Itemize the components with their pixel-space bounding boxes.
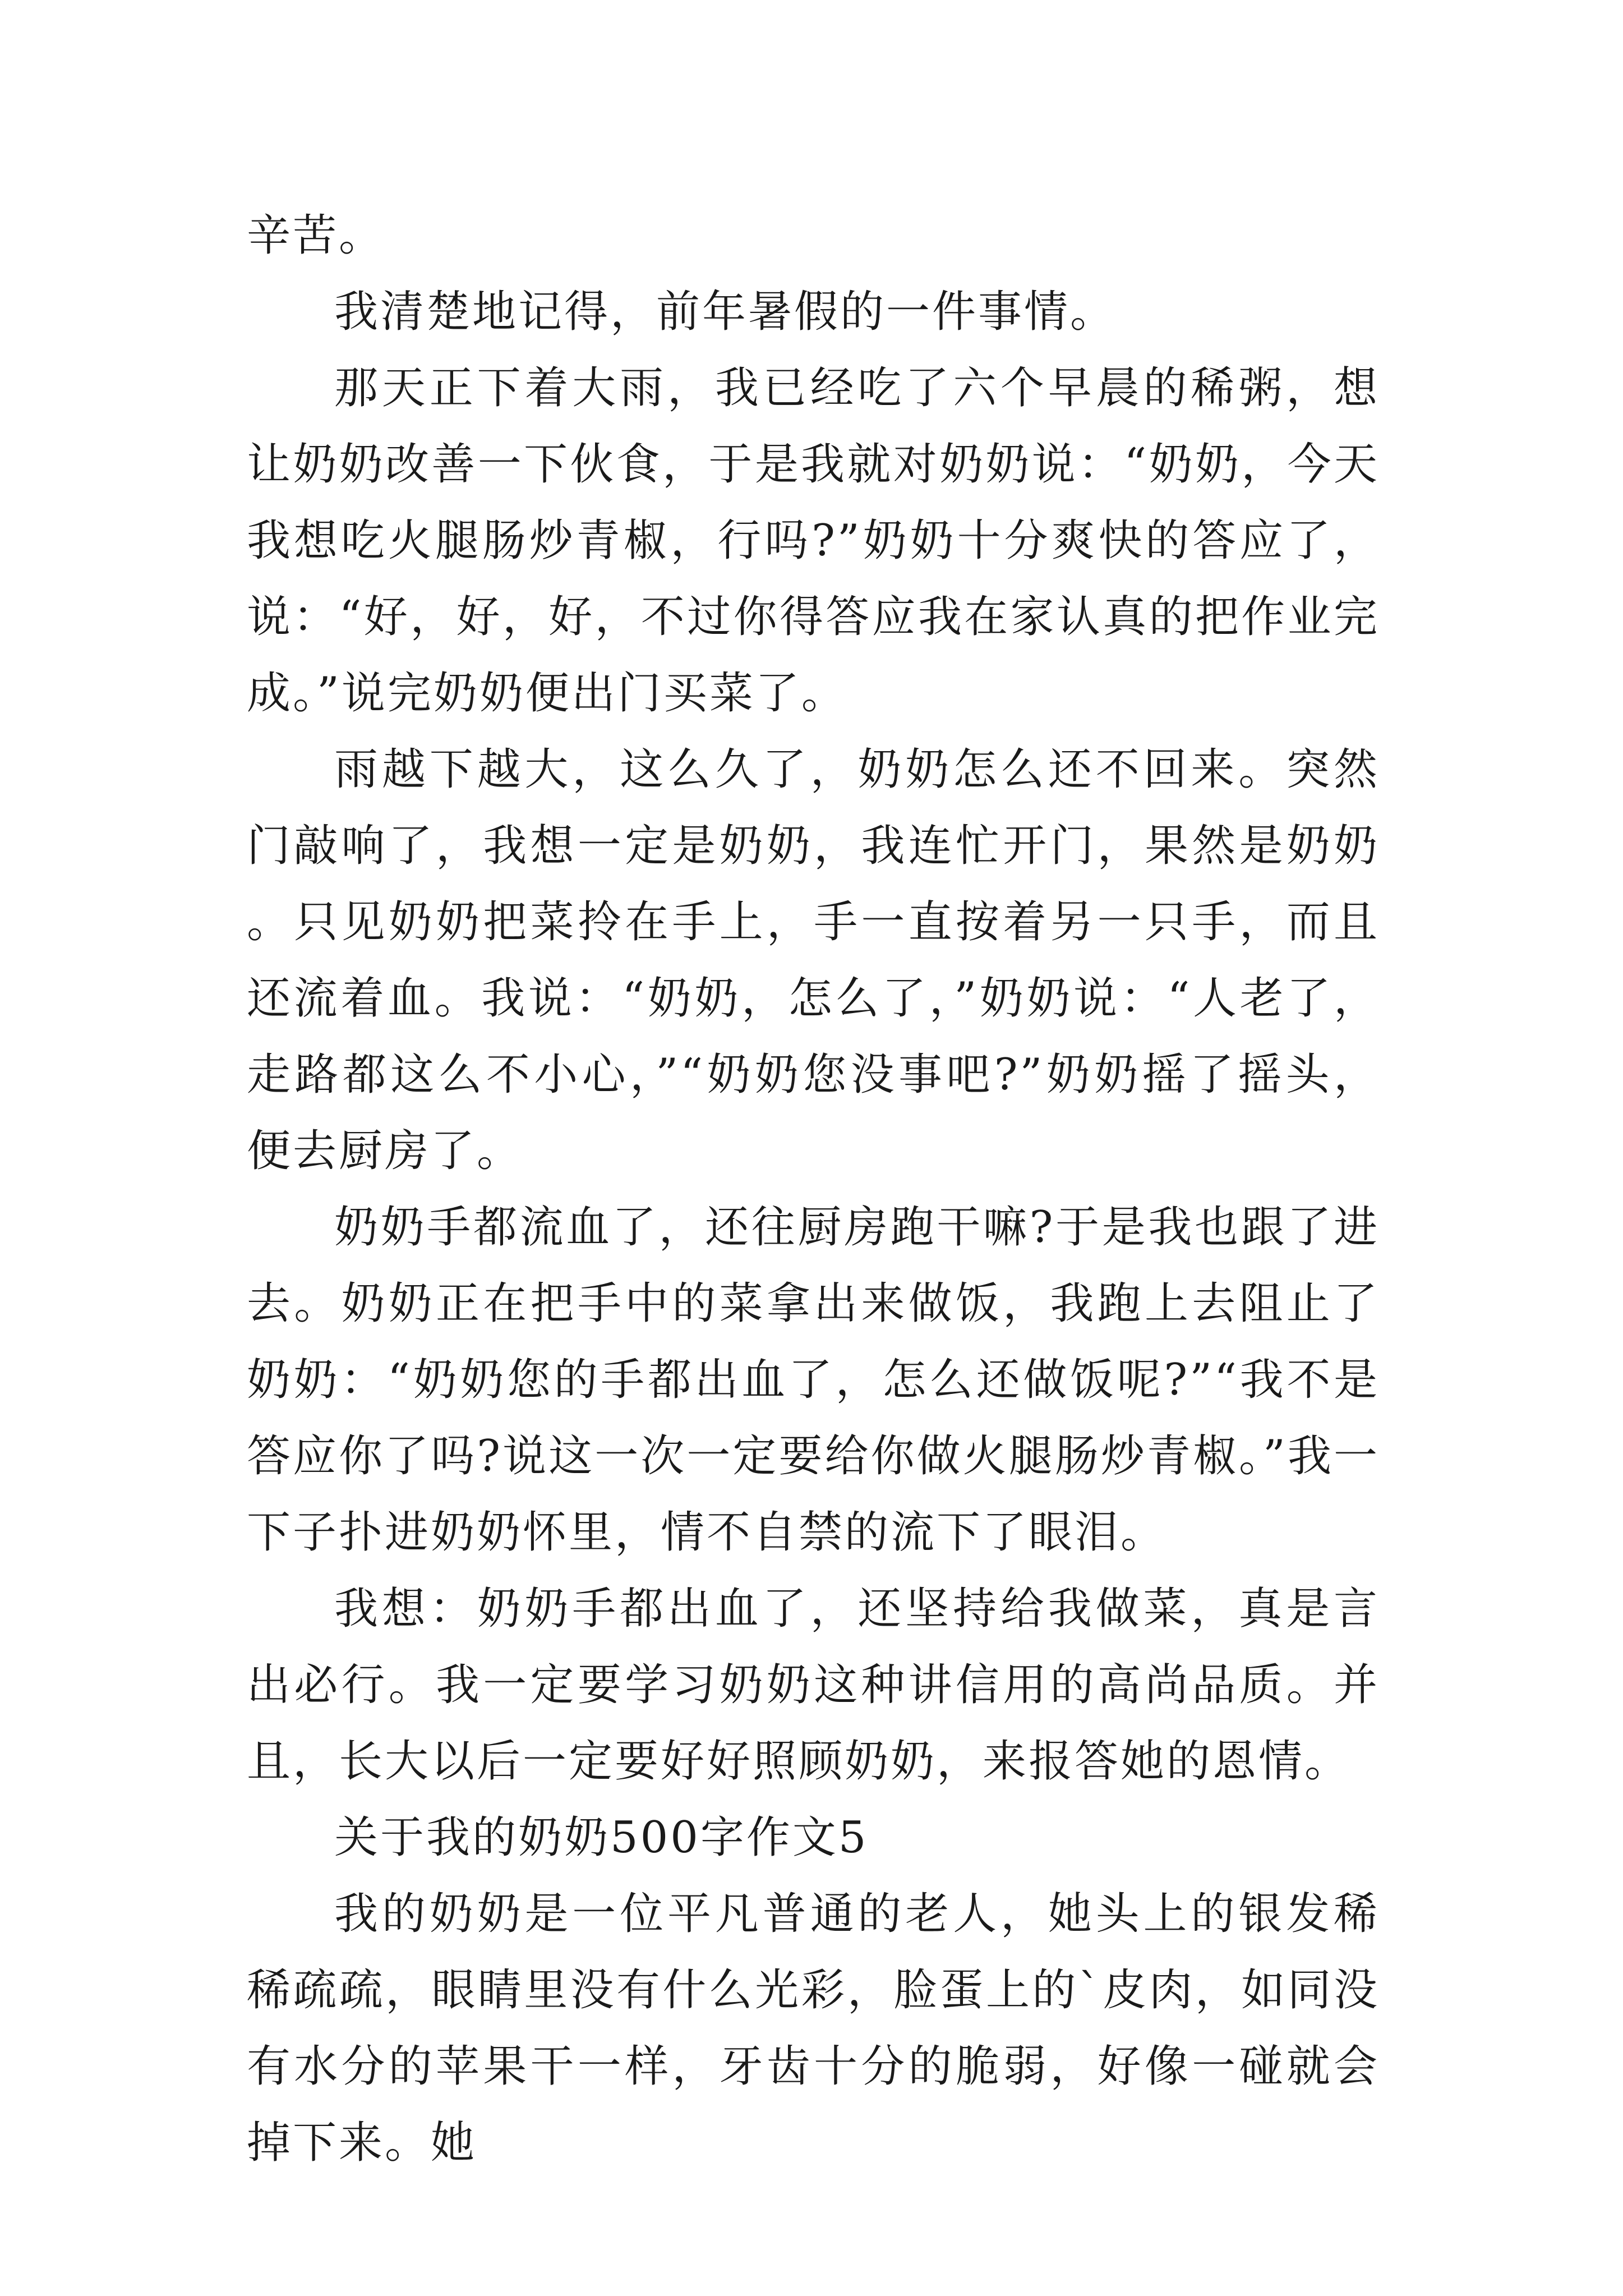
paragraph-4: 雨越下越大，这么久了，奶奶怎么还不回来。突然门敲响了，我想一定是奶奶，我连忙开门，果然是奶奶。只见奶奶把菜拎在手上，手一直按着另一只手，而且还流着血。我说：“奶奶，怎么了，”奶奶说：“人老了，走路都这么不小心，”“奶奶您没事吧?”奶奶摇了摇头，便去厨房了。 <box>247 744 1380 1176</box>
paragraph-6: 我想：奶奶手都出血了，还坚持给我做菜，真是言出必行。我一定要学习奶奶这种讲信用的高尚品质。并且，长大以后一定要好好照顾奶奶，来报答她的恩情。 <box>247 1584 1380 1787</box>
paragraph-7: 我的奶奶是一位平凡普通的老人，她头上的银发稀稀疏疏，眼睛里没有什么光彩，脸蛋上的`皮肉，如同没有水分的苹果干一样，牙齿十分的脆弱，好像一碰就会掉下来。她 <box>247 1889 1380 2168</box>
paragraph-5: 奶奶手都流血了，还往厨房跑干嘛?于是我也跟了进去。奶奶正在把手中的菜拿出来做饭，我跑上去阻止了奶奶：“奶奶您的手都出血了，怎么还做饭呢?”“我不是答应你了吗?说这一次一定要给你做火腿肠炒青椒。”我一下子扑进奶奶怀里，情不自禁的流下了眼泪。 <box>247 1202 1380 1558</box>
paragraph-2: 我清楚地记得，前年暑假的一件事情。 <box>334 287 1117 337</box>
paragraph-1: 辛苦。 <box>247 210 385 261</box>
paragraph-3: 那天正下着大雨，我已经吃了六个早晨的稀粥，想让奶奶改善一下伙食，于是我就对奶奶说：“奶奶，今天我想吃火腿肠炒青椒，行吗?”奶奶十分爽快的答应了，说：“好，好，好，不过你得答应我在家认真的把作业完成。”说完奶奶便出门买菜了。 <box>247 363 1380 719</box>
section-heading: 关于我的奶奶500字作文5 <box>334 1812 869 1863</box>
document-body <box>247 197 1380 2181</box>
